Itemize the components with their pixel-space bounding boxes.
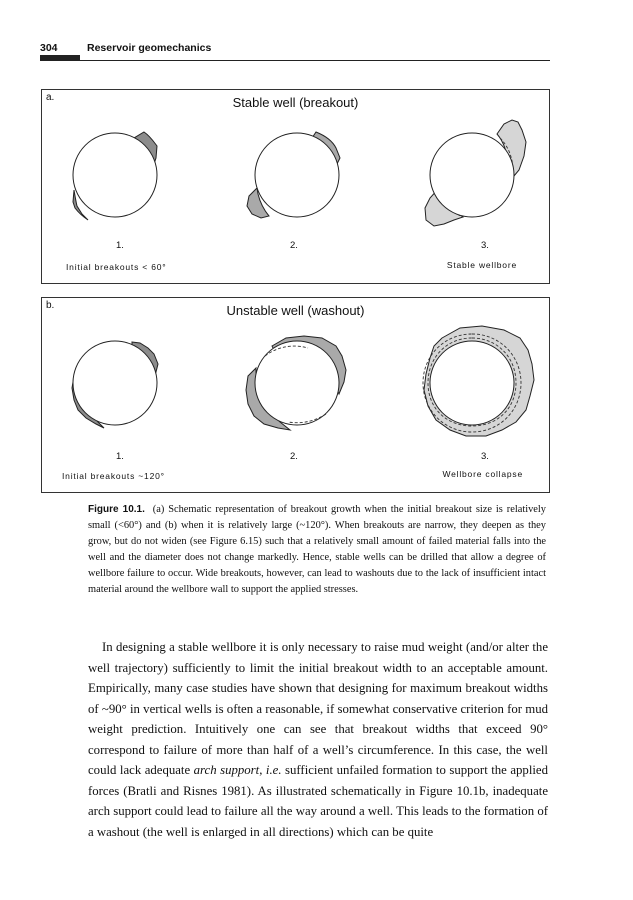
panel-a-letter: a. [46,92,55,103]
panel-a-right-note: Stable wellbore [446,260,517,270]
figure-panel-a [41,89,550,284]
panel-a-step-3: 3. [481,240,489,251]
panel-b-well-3 [423,326,534,436]
panel-b-step-2: 2. [290,451,298,462]
body-text [88,637,548,842]
panel-b-letter: b. [46,300,55,311]
header-rule [80,60,550,61]
figure-caption [88,502,546,598]
panel-b-well-1 [72,341,158,428]
panel-a-well-3 [425,120,526,226]
body-paragraph: In designing a stable wellbore it is only necessary to raise mud weight (and/or alter the well trajectory) sufficiently to limit the initial breakout width to an acceptable amount. Empirically, many case studies have shown that designing for maximum breakout widths of ~90° in vertical wells is often a reasonable, if somewhat conservative criterion for mud weight prediction. Intuitively one can see that breakout widths that exceed 90° correspond to failure of more than half of a well’s circumference. In this case, the well could lack adequate arch support, i.e. sufficient unfailed formation to support the applied forces (Bratli and Risnes 1981). As illustrated schematically in Figure 10.1b, inadequate arch support could lead to failure all the way around a well. This leads to the formation of a washout (the well is enlarged in all directions) which can be quite [88,640,549,839]
panel-a-well-2 [247,132,340,218]
panel-a-title: Stable well (breakout) [232,95,359,110]
header-bar [40,55,80,61]
running-title: Reservoir geomechanics [87,42,212,54]
panel-a-step-1: 1. [116,240,124,251]
figure-panel-b [41,297,550,493]
panel-b-step-1: 1. [116,451,124,462]
panel-a-step-2: 2. [290,240,298,251]
panel-a-well-1 [73,132,157,220]
figure-caption-text: (a) Schematic representation of breakout growth when the initial breakout size is relatively small (<60°) and (b) when it is relatively large (~120°). When breakouts are narrow, they deepen as they grow, but do not widen (see Figure 6.15) such that a relatively small amount of failed material falls into the well and the diameter does not change markedly. Hence, stable wells can be drilled that allow a degree of wellbore failure to occur. Wide breakouts, however, can lead to washouts due to the lack of insufficient intact material around the wellbore wall to support the applied stresses. [88,504,546,595]
ie-abbrev: i.e. [265,763,282,777]
arch-support-term: arch support [193,763,260,777]
page-header [40,42,550,68]
figure-caption-label: Figure 10.1. [88,504,145,515]
panel-b-right-note: Wellbore collapse [442,469,523,479]
panel-b-well-2 [246,336,346,430]
panel-b-title: Unstable well (washout) [226,303,365,318]
panel-b-step-3: 3. [481,451,489,462]
panel-a-left-note: Initial breakouts < 60° [66,262,167,272]
panel-b-left-note: Initial breakouts ~120° [62,471,165,481]
page-number: 304 [40,42,58,54]
panel-b-drawing [42,298,549,492]
panel-a-drawing [42,90,549,283]
